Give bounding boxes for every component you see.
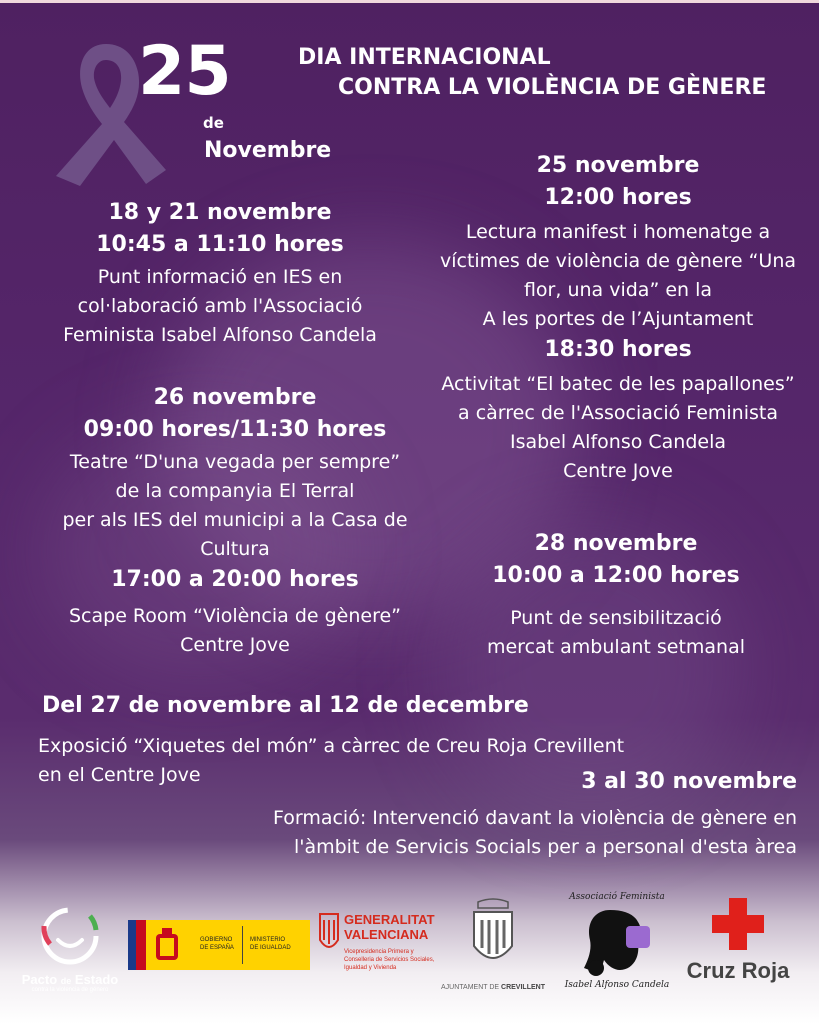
event-line: Punt de sensibilització: [510, 607, 722, 629]
coat-of-arms-icon: [152, 926, 182, 964]
event-time: 09:00 hores/11:30 hores: [83, 417, 387, 442]
flag-stripe: [136, 920, 146, 970]
ministry-line-1: MINISTERIO: [250, 937, 286, 943]
event-3-30-november: [240, 766, 797, 862]
event-26-november: [35, 382, 435, 660]
event-line: en el Centre Jove: [38, 764, 201, 786]
pacto-subtitle: contra la violencia de género: [31, 987, 109, 993]
event-line: Lectura manifest i homenatge a: [465, 221, 771, 243]
event-18-21-november: [40, 197, 400, 350]
event-line: Exposició “Xiquetes del món” a càrrec de Creu Roja Crevillent: [38, 735, 625, 757]
event-time: 10:00 a 12:00 hores: [492, 563, 740, 588]
pacto-name-pre: Pacto: [21, 972, 61, 987]
generalitat-line-1: GENERALITAT: [344, 912, 435, 927]
event-line: Punt informació en IES en: [97, 266, 343, 288]
generalitat-shield-icon: [318, 910, 340, 956]
generalitat-sub-3: Igualdad y Vivienda: [344, 965, 397, 971]
logo-bar: [0, 890, 819, 1024]
event-line: Centre Jove: [563, 460, 673, 482]
event-line: Centre Jove: [180, 634, 290, 656]
event-line: Scape Room “Violència de gènere”: [68, 605, 402, 627]
divider: [242, 926, 243, 964]
event-line: Isabel Alfonso Candela: [509, 431, 727, 453]
event-date: 26 novembre: [153, 385, 317, 410]
eu-flag-stripe: [128, 920, 136, 970]
pacto-name: [14, 972, 126, 987]
generalitat-subtitle: [344, 948, 434, 972]
month-label: Novembre: [204, 138, 332, 163]
generalitat-line-2: VALENCIANA: [344, 927, 429, 942]
event-line: Activitat “El batec de les papallones”: [441, 373, 795, 395]
event-date: 28 novembre: [534, 531, 698, 556]
ajuntament-town: CREVILLENT: [501, 984, 545, 991]
event-line: Teatre “D'una vegada per sempre”: [69, 451, 401, 473]
gobierno-line-1: GOBIERNO: [200, 937, 233, 943]
event-line: per als IES del municipi a la Casa de: [62, 509, 408, 531]
ajuntament-label: [430, 984, 556, 991]
event-time: 10:45 a 11:10 hores: [96, 232, 344, 257]
event-date: 18 y 21 novembre: [108, 200, 332, 225]
event-line: de la companyia El Terral: [115, 480, 355, 502]
event-line: a càrrec de l'Associació Feminista: [458, 402, 778, 424]
ajuntament-text: AJUNTAMENT DE: [441, 984, 500, 991]
event-line: Formació: Intervenció davant la violència de gènere en: [272, 807, 797, 829]
cruz-roja-name: Cruz Roja: [686, 958, 790, 983]
event-time-2: 18:30 hores: [544, 337, 692, 362]
pacto-de-estado-logo: [14, 904, 126, 1004]
ajuntament-crevillent-logo: [430, 898, 556, 998]
pacto-circle-icon: [14, 904, 126, 968]
pacto-name-post: Estado: [71, 972, 119, 987]
associacio-bottom-text: Isabel Alfonso Candela: [564, 980, 670, 990]
gobierno-text: [200, 936, 234, 952]
cruz-roja-logo: [676, 896, 800, 996]
associacio-top-text: Associació Feminista: [569, 892, 665, 902]
ministry-line-2: DE IGUALDAD: [250, 945, 291, 951]
pacto-name-de: de: [60, 976, 72, 986]
event-line: l'àmbit de Servicis Socials per a personal d'esta àrea: [293, 836, 797, 858]
event-28-november: [426, 528, 806, 662]
associacio-feminista-logo: [558, 890, 676, 994]
gobierno-line-2: DE ESPAÑA: [200, 945, 234, 951]
top-border: [0, 0, 819, 3]
generalitat-sub-2: Conselleria de Servicios Sociales,: [344, 957, 435, 963]
event-date: 3 al 30 novembre: [581, 769, 797, 794]
event-line: Feminista Isabel Alfonso Candela: [63, 324, 377, 346]
de-label: de: [203, 114, 224, 132]
event-line: A les portes de l’Ajuntament: [482, 308, 754, 330]
event-line: flor, una vida” en la: [523, 279, 713, 301]
day-number: 25: [138, 32, 231, 111]
generalitat-name: [344, 912, 435, 942]
crevillent-shield-icon: [470, 898, 516, 970]
event-line: col·laboració amb l'Associació: [77, 295, 363, 317]
title-line-2: CONTRA LA VIOLÈNCIA DE GÈNERE: [338, 75, 767, 100]
generalitat-sub-1: Vicepresidencia Primera y: [344, 949, 414, 955]
gobierno-espana-logo: [128, 920, 310, 970]
event-line: víctimes de violència de gènere “Una: [439, 250, 797, 272]
title-line-1: DIA INTERNACIONAL: [298, 45, 551, 70]
ministerio-text: [250, 936, 291, 952]
event-time-2: 17:00 a 20:00 hores: [111, 567, 359, 592]
event-25-november: [418, 150, 818, 486]
event-date: Del 27 de novembre al 12 de decembre: [42, 693, 529, 718]
event-date: 25 novembre: [536, 153, 700, 178]
event-line: Cultura: [200, 538, 270, 560]
red-cross-icon: [710, 896, 766, 952]
woman-silhouette-icon: [580, 904, 654, 978]
event-line: mercat ambulant setmanal: [486, 636, 746, 658]
event-time: 12:00 hores: [544, 185, 692, 210]
